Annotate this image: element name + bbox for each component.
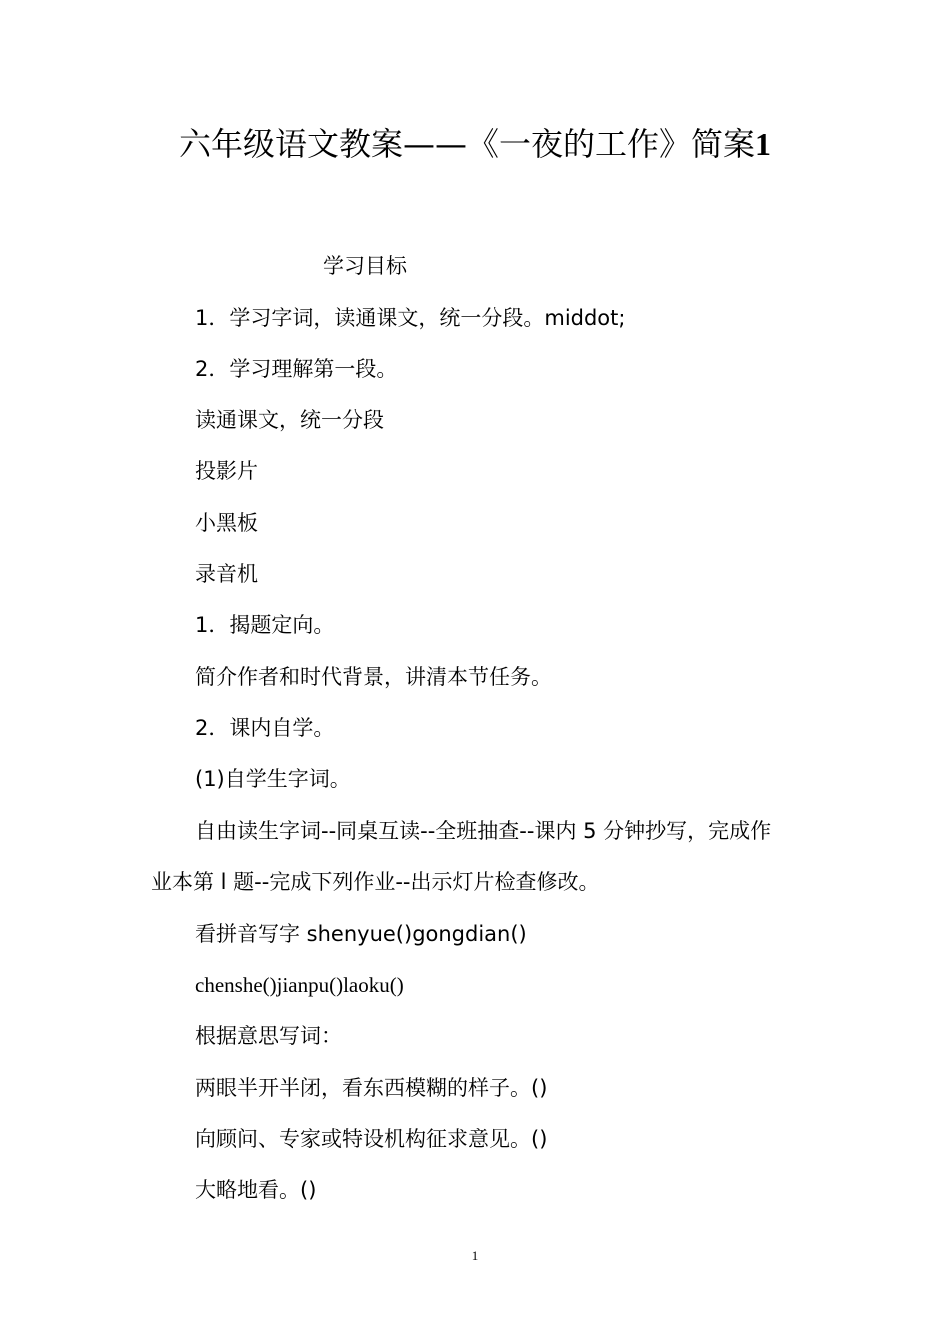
paragraph: 投影片 bbox=[195, 459, 258, 483]
paragraph: 自由读生字词--同桌互读--全班抽查--课内 5 分钟抄写，完成作 bbox=[195, 819, 772, 843]
paragraph: 读通课文，统一分段 bbox=[195, 408, 384, 432]
paragraph: 两眼半开半闭，看东西模糊的样子。() bbox=[195, 1076, 548, 1100]
title-number: 1 bbox=[755, 126, 771, 162]
paragraph: 录音机 bbox=[195, 562, 258, 586]
paragraph: 简介作者和时代背景，讲清本节任务。 bbox=[195, 665, 552, 689]
paragraph: 向顾问、专家或特设机构征求意见。() bbox=[195, 1127, 548, 1151]
paragraph: 看拼音写字 shenyue()gongdian() bbox=[195, 922, 527, 946]
title-text: 六年级语文教案——《一夜的工作》简案 bbox=[178, 125, 755, 163]
paragraph: 根据意思写词： bbox=[195, 1024, 342, 1048]
paragraph: 小黑板 bbox=[195, 511, 258, 535]
paragraph: 2．学习理解第一段。 bbox=[195, 357, 398, 381]
paragraph-continuation: 业本第 l 题--完成下列作业--出示灯片检查修改。 bbox=[151, 870, 600, 894]
paragraph: 2．课内自学。 bbox=[195, 716, 335, 740]
document-title bbox=[0, 120, 950, 168]
paragraph: 1．学习字词，读通课文，统一分段。middot; bbox=[195, 306, 626, 330]
paragraph: 大略地看。() bbox=[195, 1178, 317, 1202]
paragraph: chenshe()jianpu()laoku() bbox=[195, 973, 404, 997]
paragraph: (1)自学生字词。 bbox=[195, 767, 351, 791]
paragraph: 1．揭题定向。 bbox=[195, 613, 335, 637]
page-number: 1 bbox=[471, 1248, 479, 1263]
section-heading-learning-goals: 学习目标 bbox=[323, 254, 407, 278]
